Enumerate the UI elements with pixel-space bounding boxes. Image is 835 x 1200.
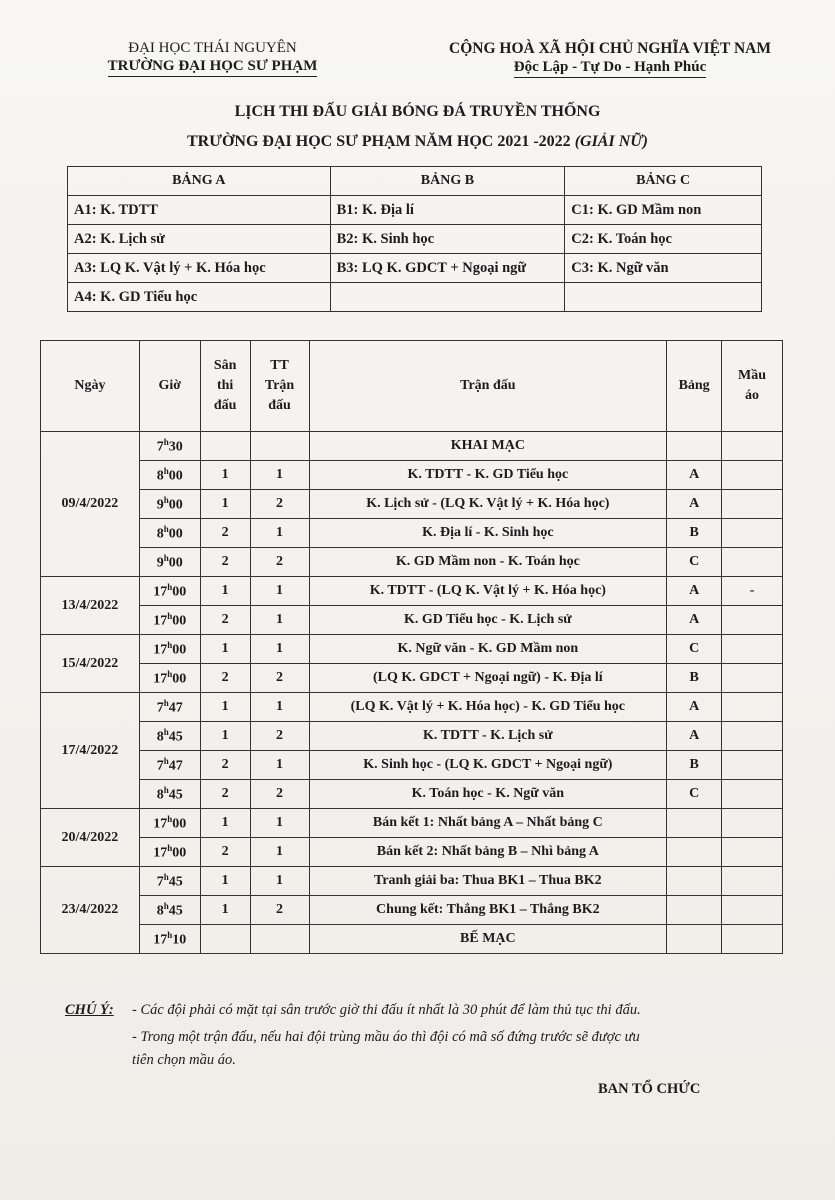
schedule-row xyxy=(41,867,783,896)
match-order: 1 xyxy=(250,809,309,838)
match-order: 1 xyxy=(250,519,309,548)
match-name: (LQ K. Vật lý + K. Hóa học) - K. GD Tiểu học xyxy=(309,693,667,722)
shirt-color xyxy=(722,867,783,896)
schedule-row xyxy=(41,780,783,809)
time-hour: 8 xyxy=(156,526,164,542)
col-header-match-order: TT Trận đấu xyxy=(250,341,309,432)
match-date: 20/4/2022 xyxy=(41,809,140,867)
group-team-cell: C1: K. GD Mầm non xyxy=(565,196,762,225)
match-name: K. Lịch sử - (LQ K. Vật lý + K. Hóa học) xyxy=(309,490,667,519)
hour-marker: h xyxy=(163,726,169,737)
schedule-row xyxy=(41,925,783,954)
match-group: B xyxy=(667,519,722,548)
group-team-cell: C2: K. Toán học xyxy=(565,225,762,254)
schedule-row xyxy=(41,664,783,693)
match-time xyxy=(139,548,200,577)
field-number: 1 xyxy=(200,896,250,925)
match-name: K. TDTT - (LQ K. Vật lý + K. Hóa học) xyxy=(309,577,667,606)
match-name: KHAI MẠC xyxy=(309,432,667,461)
shirt-color xyxy=(722,519,783,548)
schedule-row xyxy=(41,693,783,722)
match-order: 1 xyxy=(250,838,309,867)
group-b-header: BẢNG B xyxy=(330,167,565,196)
match-order xyxy=(250,432,309,461)
schedule-header-row xyxy=(41,341,783,432)
match-time xyxy=(139,751,200,780)
hour-marker: h xyxy=(163,755,169,766)
groups-row xyxy=(68,254,762,283)
notes-label: CHÚ Ý: xyxy=(65,1002,114,1018)
match-group: A xyxy=(667,461,722,490)
time-hour: 7 xyxy=(156,874,164,890)
match-name: K. TDTT - K. GD Tiểu học xyxy=(309,461,667,490)
time-minute: 45 xyxy=(168,787,183,803)
match-time xyxy=(139,519,200,548)
field-number: 1 xyxy=(200,577,250,606)
time-hour: 9 xyxy=(156,555,164,571)
hour-marker: h xyxy=(167,581,173,592)
shirt-color xyxy=(722,780,783,809)
match-time xyxy=(139,577,200,606)
field-number: 1 xyxy=(200,635,250,664)
time-minute: 00 xyxy=(172,613,187,629)
time-minute: 00 xyxy=(172,584,187,600)
time-hour: 8 xyxy=(156,903,164,919)
schedule-row xyxy=(41,635,783,664)
match-group: A xyxy=(667,722,722,751)
field-number: 2 xyxy=(200,780,250,809)
group-team-cell: A4: K. GD Tiểu học xyxy=(68,283,331,312)
group-team-cell: C3: K. Ngữ văn xyxy=(565,254,762,283)
match-order: 1 xyxy=(250,693,309,722)
hour-marker: h xyxy=(163,436,169,447)
match-name: Tranh giải ba: Thua BK1 – Thua BK2 xyxy=(309,867,667,896)
schedule-row xyxy=(41,606,783,635)
match-order xyxy=(250,925,309,954)
schedule-row xyxy=(41,896,783,925)
match-group xyxy=(667,432,722,461)
national-motto: Độc Lập - Tự Do - Hạnh Phúc xyxy=(514,59,707,78)
group-team-cell: A2: K. Lịch sử xyxy=(68,225,331,254)
match-name: K. Sinh học - (LQ K. GDCT + Ngoại ngữ) xyxy=(309,751,667,780)
match-time xyxy=(139,722,200,751)
institution-header xyxy=(95,40,330,77)
groups-table xyxy=(67,166,762,312)
time-minute: 10 xyxy=(172,932,187,948)
group-team-cell: A1: K. TDTT xyxy=(68,196,331,225)
time-minute: 30 xyxy=(168,439,183,455)
match-date: 13/4/2022 xyxy=(41,577,140,635)
match-group: C xyxy=(667,548,722,577)
shirt-color xyxy=(722,838,783,867)
hour-marker: h xyxy=(163,900,169,911)
field-number: 1 xyxy=(200,461,250,490)
match-order: 2 xyxy=(250,722,309,751)
schedule-row xyxy=(41,519,783,548)
hour-marker: h xyxy=(163,494,169,505)
field-number: 2 xyxy=(200,548,250,577)
match-order: 2 xyxy=(250,664,309,693)
match-time xyxy=(139,635,200,664)
match-time xyxy=(139,490,200,519)
field-number xyxy=(200,925,250,954)
time-minute: 45 xyxy=(168,874,183,890)
field-number: 1 xyxy=(200,867,250,896)
field-number: 1 xyxy=(200,809,250,838)
match-group xyxy=(667,896,722,925)
shirt-color xyxy=(722,432,783,461)
shirt-color: - xyxy=(722,577,783,606)
field-number: 1 xyxy=(200,722,250,751)
match-order: 2 xyxy=(250,548,309,577)
school-name: TRƯỜNG ĐẠI HỌC SƯ PHẠM xyxy=(108,58,318,77)
match-order: 1 xyxy=(250,751,309,780)
match-time xyxy=(139,606,200,635)
schedule-row xyxy=(41,838,783,867)
match-group xyxy=(667,867,722,896)
match-time xyxy=(139,432,200,461)
match-group: A xyxy=(667,693,722,722)
field-number: 1 xyxy=(200,490,250,519)
match-group: C xyxy=(667,635,722,664)
shirt-color xyxy=(722,722,783,751)
hour-marker: h xyxy=(163,552,169,563)
national-motto-header xyxy=(410,40,810,78)
time-hour: 7 xyxy=(156,439,164,455)
hour-marker: h xyxy=(167,813,173,824)
schedule-row xyxy=(41,490,783,519)
match-name: Bán kết 2: Nhất bảng B – Nhì bảng A xyxy=(309,838,667,867)
shirt-color xyxy=(722,606,783,635)
time-hour: 8 xyxy=(156,729,164,745)
university-name: ĐẠI HỌC THÁI NGUYÊN xyxy=(128,40,297,56)
time-hour: 17 xyxy=(153,932,168,948)
schedule-table xyxy=(40,340,783,954)
match-date: 17/4/2022 xyxy=(41,693,140,809)
time-minute: 00 xyxy=(168,468,183,484)
shirt-color xyxy=(722,461,783,490)
group-c-header: BẢNG C xyxy=(565,167,762,196)
match-date: 23/4/2022 xyxy=(41,867,140,954)
match-time xyxy=(139,809,200,838)
time-minute: 00 xyxy=(172,671,187,687)
match-time xyxy=(139,896,200,925)
match-name: K. Toán học - K. Ngữ văn xyxy=(309,780,667,809)
match-time xyxy=(139,693,200,722)
time-hour: 7 xyxy=(156,758,164,774)
group-team-cell: A3: LQ K. Vật lý + K. Hóa học xyxy=(68,254,331,283)
match-name: BẾ MẠC xyxy=(309,925,667,954)
field-number: 2 xyxy=(200,838,250,867)
match-order: 2 xyxy=(250,490,309,519)
groups-row xyxy=(68,225,762,254)
match-name: K. Địa lí - K. Sinh học xyxy=(309,519,667,548)
time-minute: 47 xyxy=(168,758,183,774)
time-minute: 45 xyxy=(168,903,183,919)
match-group xyxy=(667,838,722,867)
shirt-color xyxy=(722,925,783,954)
country-name: CỘNG HOÀ XÃ HỘI CHỦ NGHĨA VIỆT NAM xyxy=(449,40,771,57)
hour-marker: h xyxy=(167,610,173,621)
note-line-3: tiên chọn mầu áo. xyxy=(132,1052,236,1068)
time-minute: 00 xyxy=(168,497,183,513)
time-minute: 00 xyxy=(172,816,187,832)
field-number: 2 xyxy=(200,606,250,635)
time-hour: 8 xyxy=(156,468,164,484)
time-minute: 00 xyxy=(172,845,187,861)
hour-marker: h xyxy=(167,639,173,650)
field-number: 2 xyxy=(200,751,250,780)
groups-header-row xyxy=(68,167,762,196)
subtitle-suffix: (GIẢI NỮ) xyxy=(574,133,648,150)
match-group: B xyxy=(667,751,722,780)
col-header-field: Sân thi đấu xyxy=(200,341,250,432)
time-hour: 8 xyxy=(156,787,164,803)
schedule-row xyxy=(41,577,783,606)
time-hour: 17 xyxy=(153,584,168,600)
col-header-time: Giờ xyxy=(139,341,200,432)
time-hour: 17 xyxy=(153,845,168,861)
field-number: 1 xyxy=(200,693,250,722)
match-group: A xyxy=(667,490,722,519)
time-hour: 7 xyxy=(156,700,164,716)
group-a-header: BẢNG A xyxy=(68,167,331,196)
match-name: Bán kết 1: Nhất bảng A – Nhất bảng C xyxy=(309,809,667,838)
match-group: C xyxy=(667,780,722,809)
hour-marker: h xyxy=(167,842,173,853)
time-hour: 17 xyxy=(153,671,168,687)
document-title: LỊCH THI ĐẤU GIẢI BÓNG ĐÁ TRUYỀN THỐNG xyxy=(234,103,601,120)
shirt-color xyxy=(722,490,783,519)
field-number: 2 xyxy=(200,664,250,693)
col-header-match: Trận đấu xyxy=(309,341,667,432)
match-group xyxy=(667,809,722,838)
match-time xyxy=(139,838,200,867)
shirt-color xyxy=(722,693,783,722)
note-line-1: - Các đội phải có mặt tại sân trước giờ thi đấu ít nhất là 30 phút để làm thủ tục thi đấu. xyxy=(132,1002,641,1018)
schedule-row xyxy=(41,461,783,490)
match-time xyxy=(139,780,200,809)
match-order: 1 xyxy=(250,635,309,664)
match-group xyxy=(667,925,722,954)
col-header-date: Ngày xyxy=(41,341,140,432)
time-hour: 9 xyxy=(156,497,164,513)
subtitle-main: TRƯỜNG ĐẠI HỌC SƯ PHẠM NĂM HỌC 2021 -2022 xyxy=(187,133,571,150)
group-team-cell xyxy=(565,283,762,312)
match-time xyxy=(139,461,200,490)
group-team-cell: B3: LQ K. GDCT + Ngoại ngữ xyxy=(330,254,565,283)
match-date: 09/4/2022 xyxy=(41,432,140,577)
match-order: 1 xyxy=(250,577,309,606)
match-date: 15/4/2022 xyxy=(41,635,140,693)
groups-row xyxy=(68,283,762,312)
hour-marker: h xyxy=(167,929,173,940)
match-name: K. GD Mầm non - K. Toán học xyxy=(309,548,667,577)
match-name: (LQ K. GDCT + Ngoại ngữ) - K. Địa lí xyxy=(309,664,667,693)
match-order: 2 xyxy=(250,780,309,809)
field-number: 2 xyxy=(200,519,250,548)
match-group: A xyxy=(667,606,722,635)
time-minute: 00 xyxy=(172,642,187,658)
hour-marker: h xyxy=(163,784,169,795)
match-group: B xyxy=(667,664,722,693)
match-name: K. TDTT - K. Lịch sử xyxy=(309,722,667,751)
note-line-2: - Trong một trận đấu, nếu hai đội trùng mầu áo thì đội có mã số đứng trước sẽ được ưu xyxy=(132,1029,640,1045)
time-hour: 17 xyxy=(153,613,168,629)
schedule-row xyxy=(41,722,783,751)
group-team-cell: B2: K. Sinh học xyxy=(330,225,565,254)
shirt-color xyxy=(722,664,783,693)
organizing-committee-signature: BAN TỔ CHỨC xyxy=(598,1081,701,1097)
group-team-cell: B1: K. Địa lí xyxy=(330,196,565,225)
col-header-group: Bảng xyxy=(667,341,722,432)
schedule-row xyxy=(41,809,783,838)
shirt-color xyxy=(722,751,783,780)
match-name: Chung kết: Thắng BK1 – Thắng BK2 xyxy=(309,896,667,925)
shirt-color xyxy=(722,809,783,838)
hour-marker: h xyxy=(167,668,173,679)
time-minute: 45 xyxy=(168,729,183,745)
match-time xyxy=(139,867,200,896)
schedule-row xyxy=(41,751,783,780)
col-header-shirt-color: Mầu áo xyxy=(722,341,783,432)
time-hour: 17 xyxy=(153,816,168,832)
match-name: K. GD Tiểu học - K. Lịch sử xyxy=(309,606,667,635)
time-hour: 17 xyxy=(153,642,168,658)
group-team-cell xyxy=(330,283,565,312)
match-name: K. Ngữ văn - K. GD Mầm non xyxy=(309,635,667,664)
shirt-color xyxy=(722,635,783,664)
match-group: A xyxy=(667,577,722,606)
match-order: 1 xyxy=(250,867,309,896)
field-number xyxy=(200,432,250,461)
match-order: 2 xyxy=(250,896,309,925)
document-subtitle xyxy=(0,133,835,151)
time-minute: 00 xyxy=(168,526,183,542)
match-time xyxy=(139,925,200,954)
match-order: 1 xyxy=(250,461,309,490)
hour-marker: h xyxy=(163,871,169,882)
hour-marker: h xyxy=(163,465,169,476)
match-order: 1 xyxy=(250,606,309,635)
hour-marker: h xyxy=(163,523,169,534)
schedule-row xyxy=(41,432,783,461)
time-minute: 00 xyxy=(168,555,183,571)
match-time xyxy=(139,664,200,693)
shirt-color xyxy=(722,548,783,577)
schedule-row xyxy=(41,548,783,577)
groups-row xyxy=(68,196,762,225)
time-minute: 47 xyxy=(168,700,183,716)
shirt-color xyxy=(722,896,783,925)
hour-marker: h xyxy=(163,697,169,708)
